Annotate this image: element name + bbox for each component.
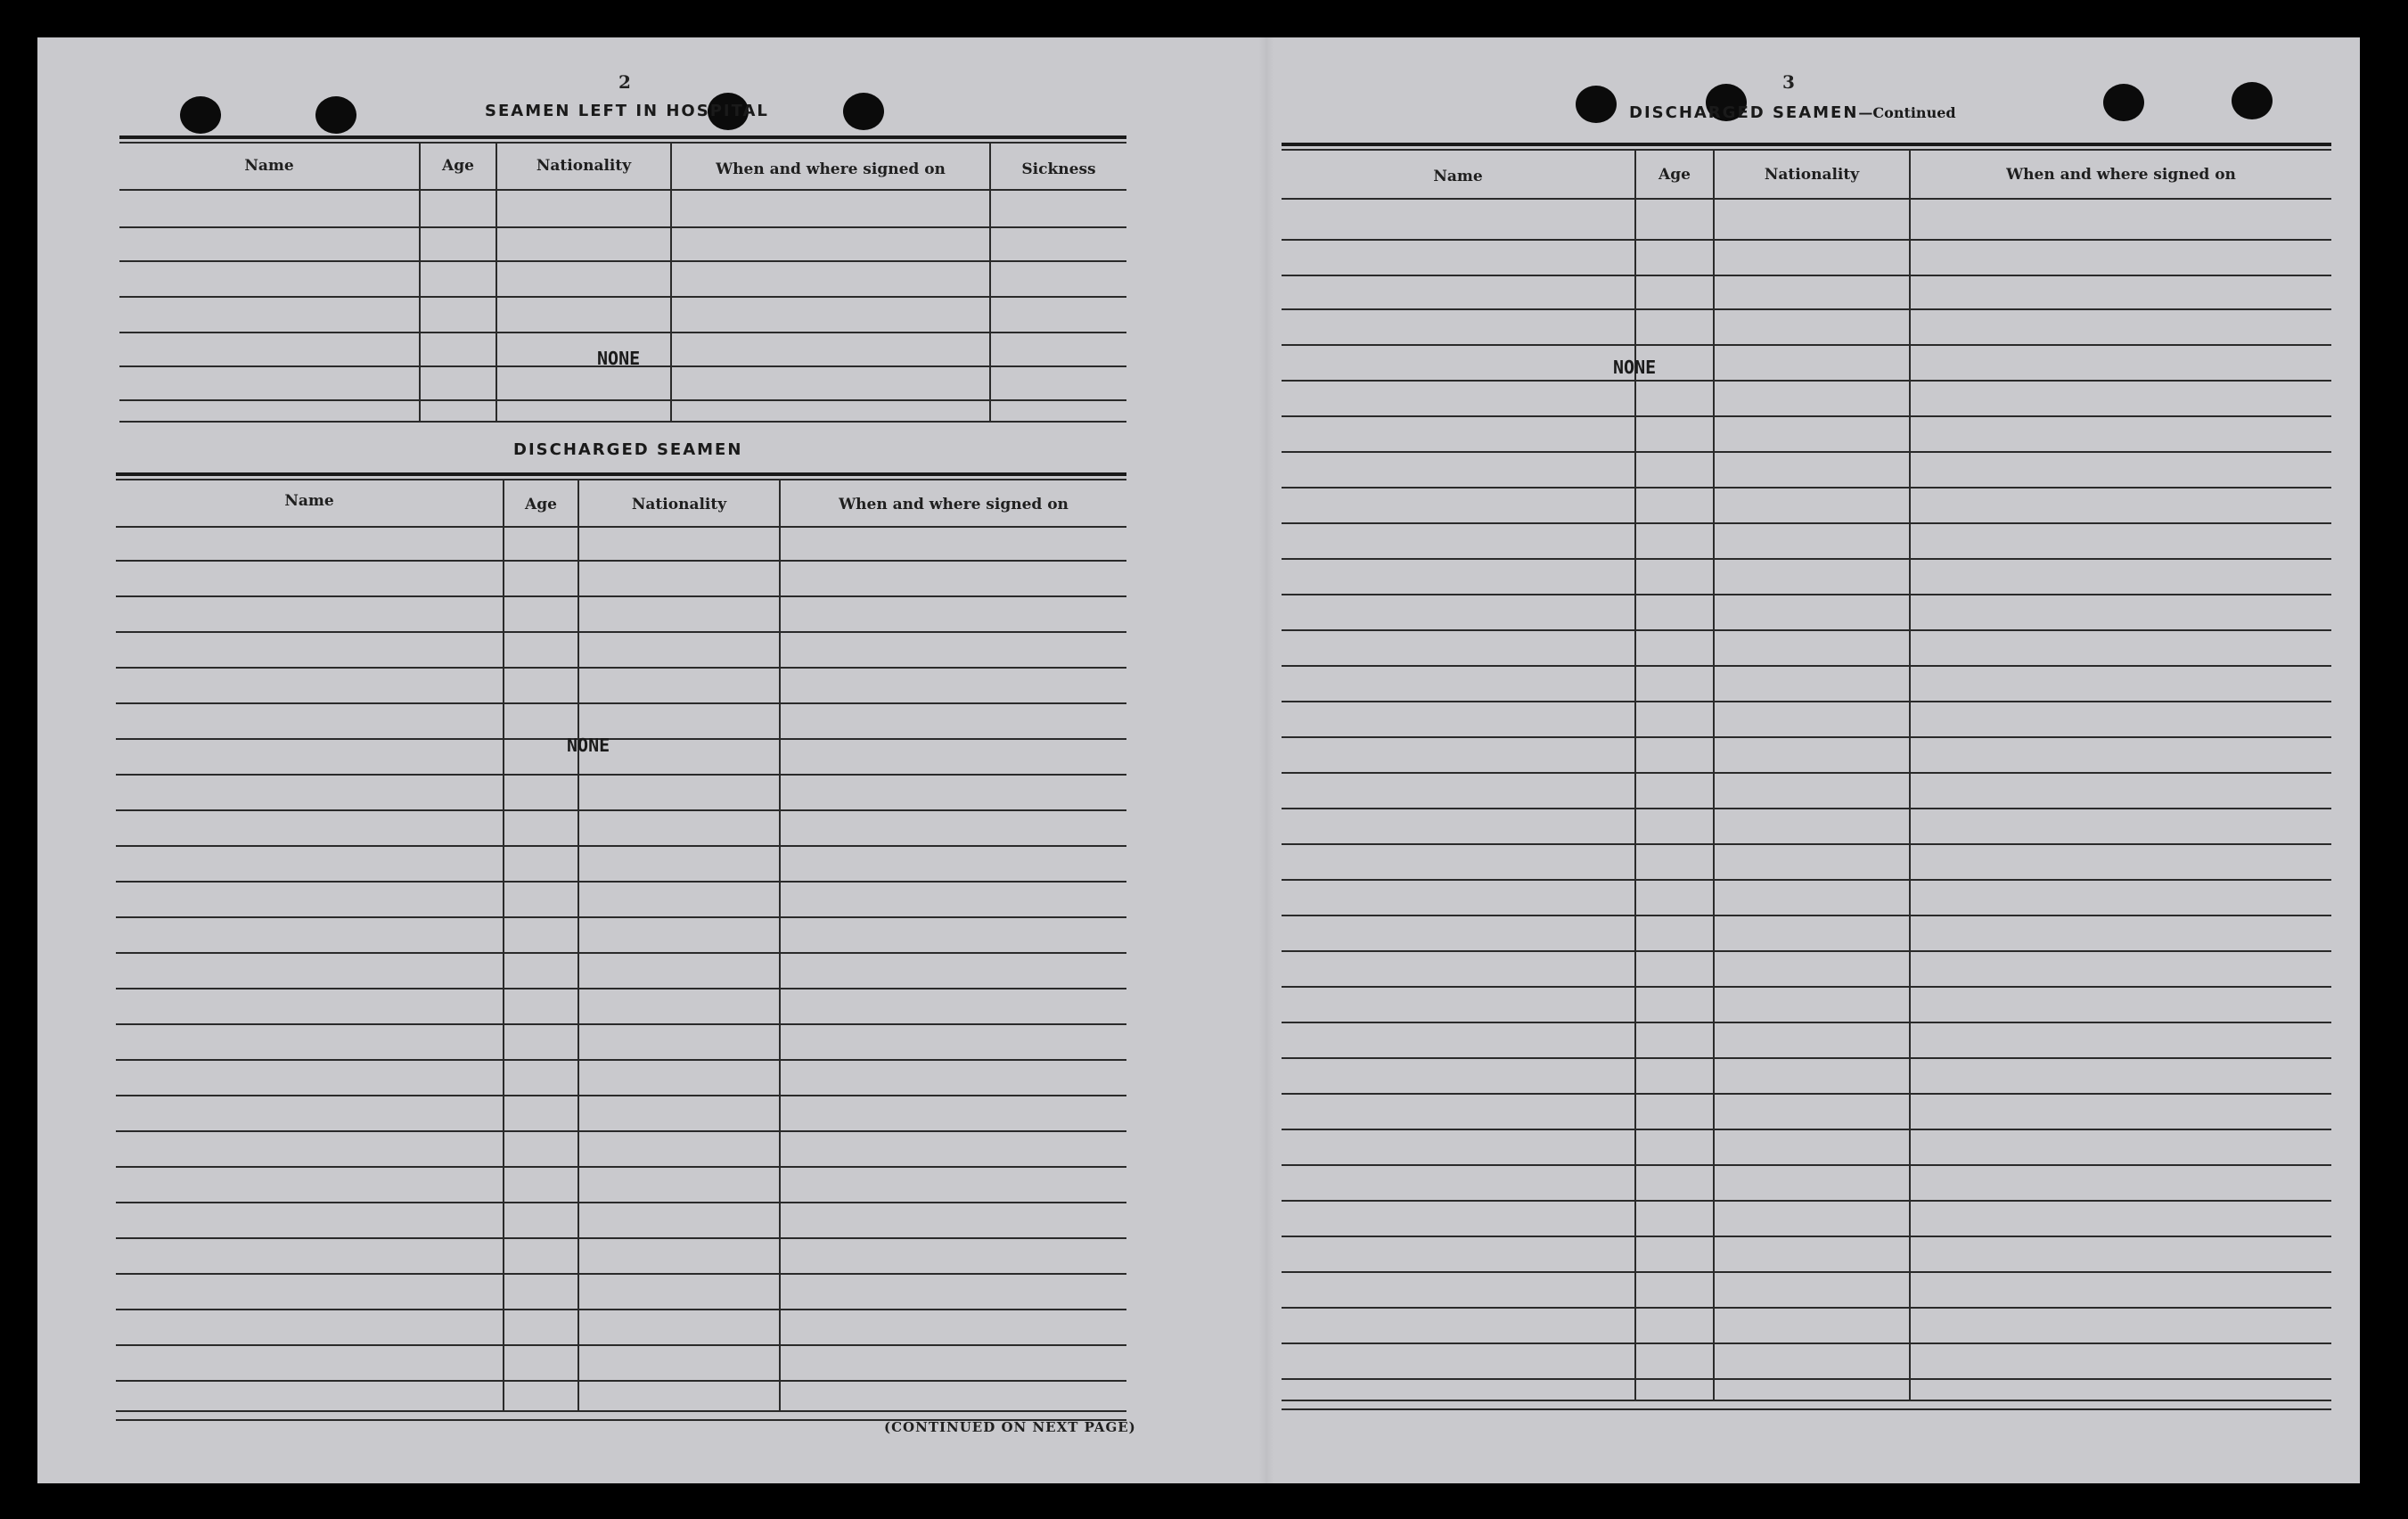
- column-header: Age: [1659, 166, 1691, 184]
- column-header: Name: [244, 157, 294, 175]
- column-header: Nationality: [536, 157, 632, 175]
- continued-note: (CONTINUED ON NEXT PAGE): [884, 1419, 1136, 1435]
- discharged-continued-table: [1282, 143, 2331, 1444]
- punch-hole: [2232, 82, 2273, 119]
- punch-hole: [843, 93, 884, 130]
- punch-hole: [2103, 84, 2144, 121]
- column-header: Age: [442, 157, 474, 175]
- none-entry: NONE: [567, 735, 610, 756]
- continued-suffix: —Continued: [1858, 104, 1956, 121]
- punch-hole: [180, 96, 221, 134]
- hospital-table: [119, 135, 1126, 423]
- column-header: Nationality: [1764, 166, 1860, 184]
- punch-hole: [315, 96, 356, 134]
- discharged-continued-label: DISCHARGED SEAMEN: [1629, 103, 1859, 122]
- discharged-table: [116, 472, 1126, 1455]
- discharged-continued-title: [1629, 103, 1956, 122]
- punch-hole: [1576, 86, 1617, 123]
- column-header: When and where signed on: [839, 496, 1069, 513]
- none-entry: NONE: [597, 348, 641, 369]
- column-header: Name: [284, 492, 334, 510]
- right-page-number: 3: [1782, 71, 1795, 93]
- column-header: When and where signed on: [2006, 166, 2236, 184]
- page-fold: [1259, 37, 1274, 1483]
- none-entry: NONE: [1613, 357, 1657, 378]
- column-header: Age: [525, 496, 557, 513]
- hospital-section-title: SEAMEN LEFT IN HOSPITAL: [485, 102, 769, 120]
- document-sheet: [37, 37, 2360, 1483]
- left-page-number: 2: [618, 71, 631, 93]
- column-header: Sickness: [1021, 160, 1096, 178]
- column-header: Nationality: [631, 496, 727, 513]
- column-header: When and where signed on: [716, 160, 946, 178]
- column-header: Name: [1433, 168, 1483, 185]
- discharged-section-title: DISCHARGED SEAMEN: [513, 440, 743, 459]
